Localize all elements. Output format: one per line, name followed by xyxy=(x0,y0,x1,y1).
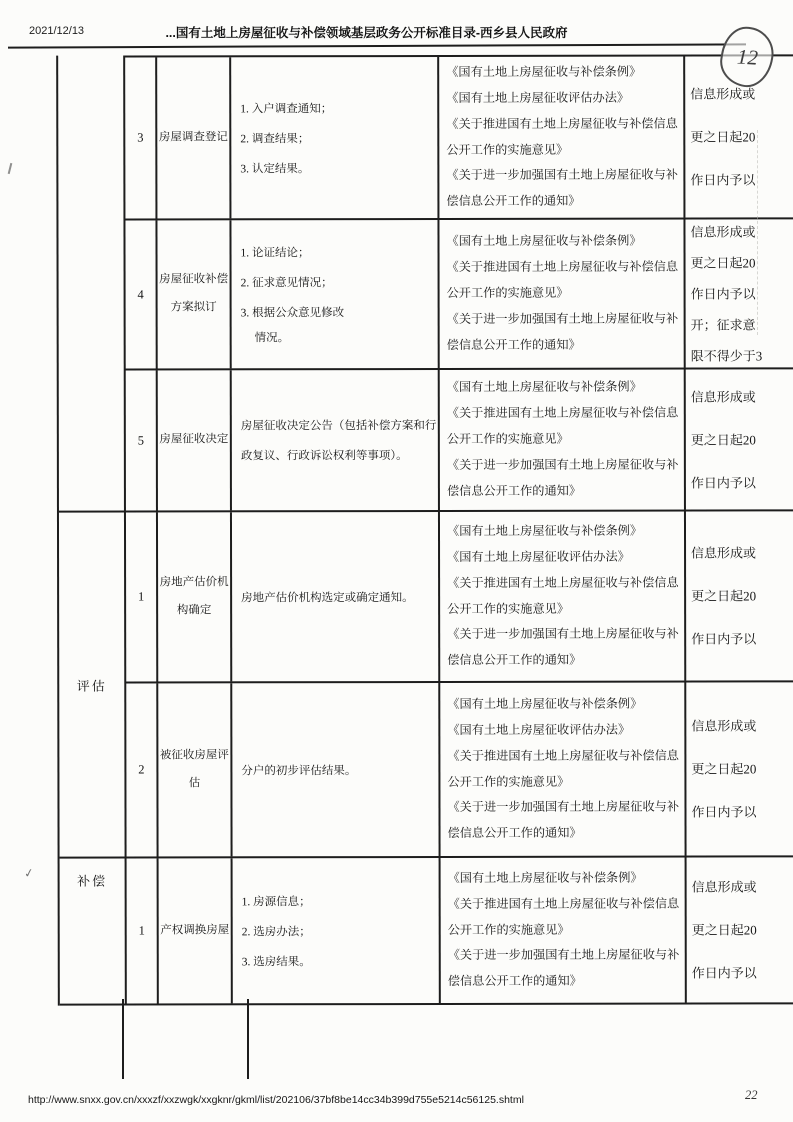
table-row xyxy=(124,369,793,510)
footer-page-number: 22 xyxy=(745,1088,758,1102)
content-line: 3. 认定结果。 xyxy=(240,162,310,175)
print-date: 2021/12/13 xyxy=(29,25,85,37)
seq-cell: 1 xyxy=(125,858,157,1003)
header-rule xyxy=(8,43,746,48)
table-row xyxy=(124,682,793,856)
law-line: 《关于推进国有土地上房屋征收与补偿信息公开工作的实施意见》 xyxy=(446,259,679,301)
table-row xyxy=(124,511,793,683)
deadline-line: 更之日起20 xyxy=(690,254,756,271)
content-line: 2. 征求意见情况； xyxy=(240,276,333,289)
stamp-number: 12 xyxy=(735,43,759,70)
category-cell: 评估 xyxy=(76,678,107,694)
deadline-line: 作日内予以 xyxy=(690,474,756,491)
law-line: 《关于推进国有土地上房屋征收与补偿信息公开工作的实施意见》 xyxy=(447,575,679,616)
deadline-line: 信息形成或 xyxy=(690,86,756,102)
item-name-cell: 房屋征收决定 xyxy=(156,370,230,510)
scan-artifact-line xyxy=(757,130,758,335)
law-line: 《关于进一步加强国有土地上房屋征收与补偿信息公开工作的通知》 xyxy=(447,799,680,841)
deadline-line: 更之日起20 xyxy=(690,129,756,145)
deadline-line: 作日内予以 xyxy=(690,285,756,302)
footer-url: http://www.snxx.gov.cn/xxxzf/xxzwgk/xxgknr/gkml/list/202106/37bf8be14cc34b399d755e5214c56125.shtml xyxy=(28,1094,524,1106)
disclosure-catalog-table xyxy=(56,54,793,1005)
content-line: 政复议、行政诉讼权利等事项）。 xyxy=(240,450,408,463)
content-line: 房屋征收决定公告（包括补偿方案和行 xyxy=(240,419,437,433)
table-section-continued xyxy=(58,54,793,512)
deadline-line: 作日内予以 xyxy=(691,965,757,981)
seq-cell: 4 xyxy=(123,220,155,368)
deadline-cell xyxy=(684,511,793,680)
deadline-line: 信息形成或 xyxy=(690,223,756,240)
legal-basis-cell xyxy=(437,220,683,368)
table-row xyxy=(125,857,793,1003)
content-line: 房地产估价机构选定或确定通知。 xyxy=(241,591,414,604)
table-continuation-line xyxy=(247,999,249,1079)
content-line: 分户的初步评估结果。 xyxy=(241,764,357,777)
content-cell xyxy=(229,57,437,218)
item-name-cell: 房屋征收补偿方案拟订 xyxy=(155,220,229,368)
table-section-pinggu xyxy=(59,511,793,858)
category-cell-empty xyxy=(58,56,124,511)
deadline-cell xyxy=(683,219,793,367)
legal-basis-cell xyxy=(438,683,684,856)
content-line: 2. 调查结果； xyxy=(240,132,310,145)
law-line: 《关于推进国有土地上房屋征收与补偿信息公开工作的实施意见》 xyxy=(447,896,680,937)
item-name-cell: 产权调换房屋 xyxy=(157,858,231,1003)
law-line: 《关于进一步加强国有土地上房屋征收与补偿信息公开工作的通知》 xyxy=(446,457,679,498)
deadline-line: 开；征求意 xyxy=(690,316,756,333)
law-line: 《国有土地上房屋征收评估办法》 xyxy=(447,549,630,564)
law-line: 《关于进一步加强国有土地上房屋征收与补偿信息公开工作的通知》 xyxy=(446,167,678,209)
law-line: 《国有土地上房屋征收评估办法》 xyxy=(446,90,630,105)
table-row xyxy=(123,56,793,220)
content-cell xyxy=(230,370,438,510)
category-cell: 补偿 xyxy=(77,873,108,889)
law-line: 《国有土地上房屋征收与补偿条例》 xyxy=(446,64,642,79)
seq-cell: 3 xyxy=(123,57,155,218)
law-line: 《关于进一步加强国有土地上房屋征收与补偿信息公开工作的通知》 xyxy=(447,947,680,989)
legal-basis-cell xyxy=(438,370,684,510)
deadline-line: 作日内予以 xyxy=(691,631,757,647)
deadline-cell xyxy=(685,857,793,1002)
deadline-cell xyxy=(684,682,793,855)
legal-basis-cell xyxy=(439,858,685,1003)
item-name-cell: 被征收房屋评估 xyxy=(156,683,230,856)
legal-basis-cell xyxy=(438,512,684,681)
law-line: 《国有土地上房屋征收与补偿条例》 xyxy=(446,379,642,395)
content-line: 1. 房源信息； xyxy=(241,895,311,908)
content-line: 1. 入户调查通知； xyxy=(240,102,333,115)
seq-cell: 5 xyxy=(124,370,156,510)
table-row xyxy=(123,219,793,370)
content-line: 3. 选房结果。 xyxy=(241,955,311,968)
seq-cell: 2 xyxy=(124,683,156,856)
law-line: 《国有土地上房屋征收评估办法》 xyxy=(447,722,631,737)
deadline-line: 限不得少于3 xyxy=(690,347,763,364)
check-mark-icon: ✓ xyxy=(22,865,36,881)
item-name-cell: 房地产估价机构确定 xyxy=(156,512,230,681)
law-line: 《关于进一步加强国有土地上房屋征收与补偿信息公开工作的通知》 xyxy=(446,311,679,352)
pen-mark-icon xyxy=(8,163,13,174)
content-cell xyxy=(229,220,437,368)
law-line: 《国有土地上房屋征收与补偿条例》 xyxy=(446,233,642,249)
item-name-cell: 房屋调查登记 xyxy=(155,57,229,218)
deadline-line: 更之日起20 xyxy=(691,761,757,777)
content-cell xyxy=(231,858,439,1003)
deadline-line: 作日内予以 xyxy=(690,172,756,188)
law-line: 《关于进一步加强国有土地上房屋征收与补偿信息公开工作的通知》 xyxy=(447,626,679,668)
content-cell xyxy=(230,512,438,681)
deadline-line: 更之日起20 xyxy=(691,922,757,938)
deadline-cell xyxy=(684,369,793,509)
law-line: 《国有土地上房屋征收与补偿条例》 xyxy=(447,696,643,711)
content-line: 情况。 xyxy=(254,331,290,344)
law-line: 《关于推进国有土地上房屋征收与补偿信息公开工作的实施意见》 xyxy=(446,405,679,447)
deadline-line: 信息形成或 xyxy=(691,718,757,734)
legal-basis-cell xyxy=(437,57,683,218)
law-line: 《国有土地上房屋征收与补偿条例》 xyxy=(447,870,643,885)
law-line: 《关于推进国有土地上房屋征收与补偿信息公开工作的实施意见》 xyxy=(447,748,679,789)
deadline-line: 信息形成或 xyxy=(691,879,757,895)
deadline-line: 作日内予以 xyxy=(691,804,757,820)
seq-cell: 1 xyxy=(124,512,156,681)
page-title: ...国有土地上房屋征收与补偿领域基层政务公开标准目录-西乡县人民政府 xyxy=(165,26,568,40)
deadline-line: 信息形成或 xyxy=(690,388,756,405)
table-section-buchang xyxy=(60,857,793,1005)
content-cell xyxy=(230,683,438,856)
table-continuation-line xyxy=(122,999,124,1079)
deadline-line: 更之日起20 xyxy=(690,431,756,448)
law-line: 《国有土地上房屋征收与补偿条例》 xyxy=(446,523,643,538)
content-line: 2. 选房办法； xyxy=(241,925,311,938)
content-line: 1. 论证结论； xyxy=(240,246,310,259)
content-line: 3. 根据公众意见修改 xyxy=(240,306,345,319)
law-line: 《关于推进国有土地上房屋征收与补偿信息公开工作的实施意见》 xyxy=(446,116,678,157)
deadline-line: 更之日起20 xyxy=(691,588,757,604)
deadline-line: 信息形成或 xyxy=(691,545,757,561)
